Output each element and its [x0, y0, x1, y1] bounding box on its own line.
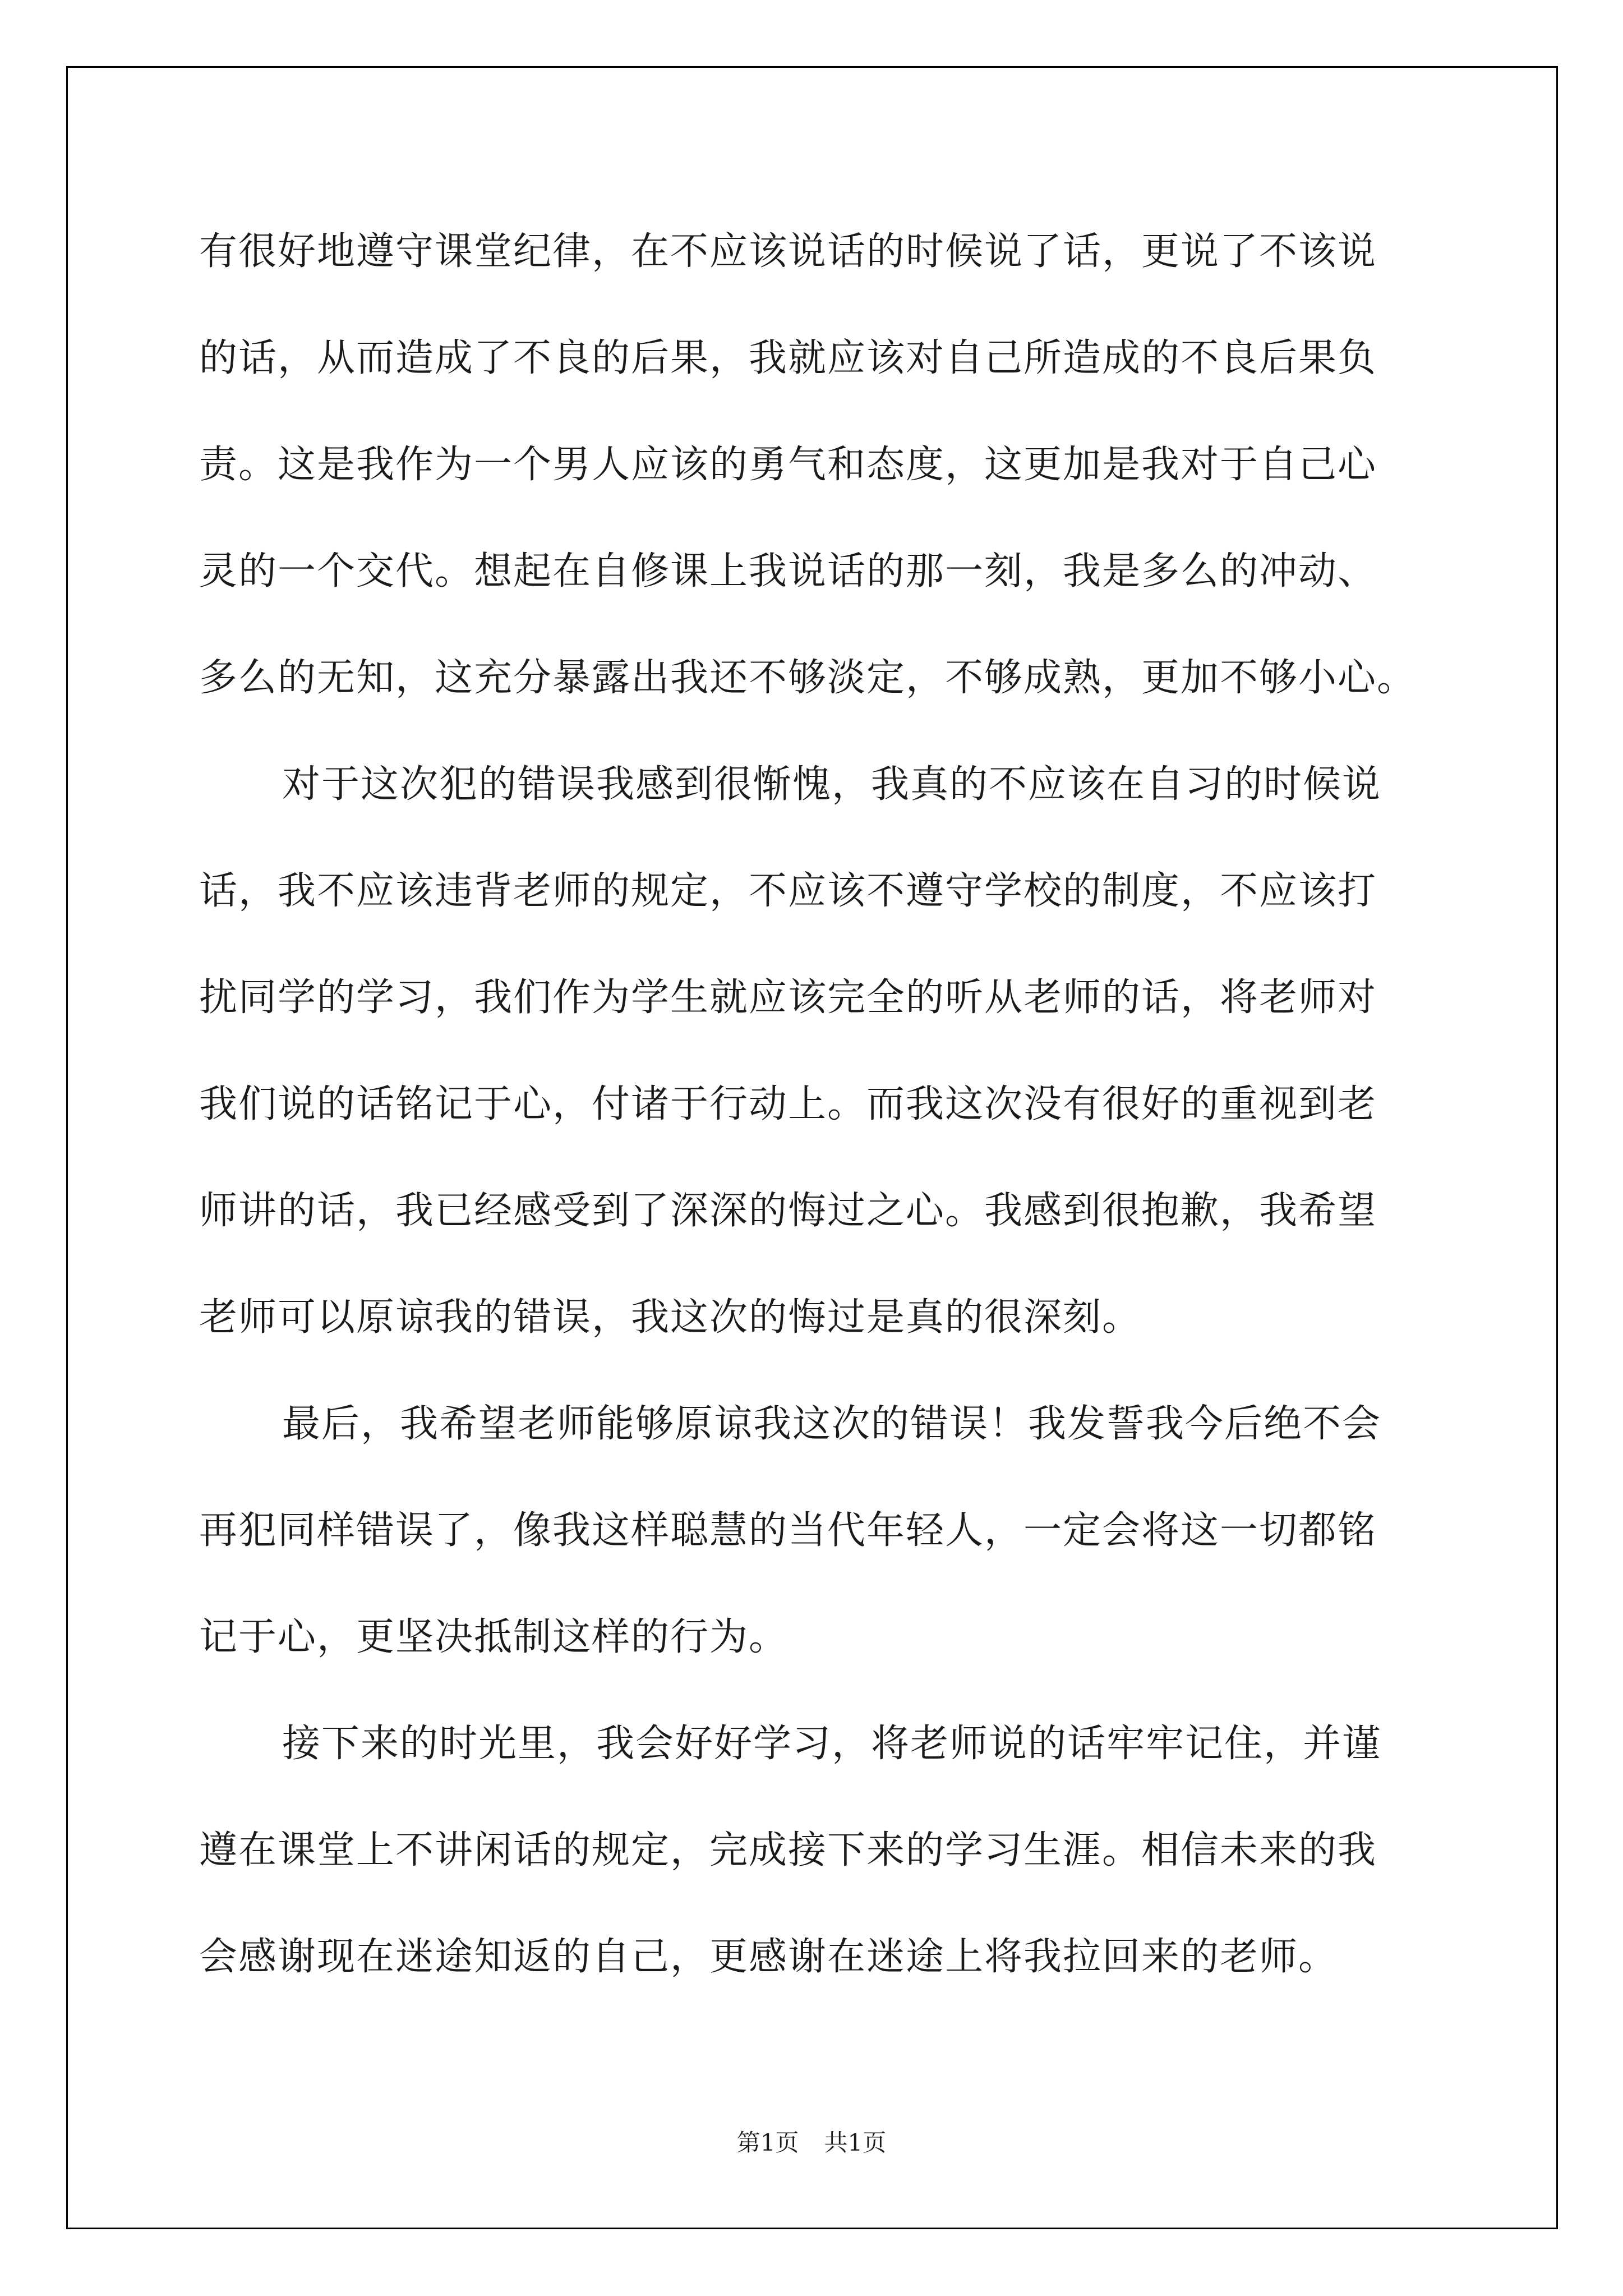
text-line: 遵在课堂上不讲闲话的规定，完成接下来的学习生涯。相信未来的我	[199, 1828, 1377, 1872]
text-line: 再犯同样错误了，像我这样聪慧的当代年轻人，一定会将这一切都铭	[199, 1508, 1377, 1553]
text-line: 会感谢现在迷途知返的自己，更感谢在迷途上将我拉回来的老师。	[199, 1935, 1338, 1979]
paragraph-first-line: 接下来的时光里，我会好好学习，将老师说的话牢牢记住，并谨	[282, 1722, 1382, 1766]
text-line: 我们说的话铭记于心，付诸于行动上。而我这次没有很好的重视到老	[199, 1082, 1377, 1126]
page-total: 共1页	[824, 2129, 887, 2156]
text-line: 话，我不应该违背老师的规定，不应该不遵守学校的制度，不应该打	[199, 869, 1377, 913]
document-body	[199, 222, 1436, 2033]
text-line: 记于心，更坚决抵制这样的行为。	[199, 1615, 789, 1659]
page-footer	[0, 2129, 1623, 2157]
text-line: 灵的一个交代。想起在自修课上我说话的那一刻，我是多么的冲动、	[199, 549, 1377, 593]
paragraph-first-line: 最后，我希望老师能够原谅我这次的错误！我发誓我今后绝不会	[282, 1402, 1382, 1446]
text-line: 老师可以原谅我的错误，我这次的悔过是真的很深刻。	[199, 1295, 1142, 1340]
text-line: 师讲的话，我已经感受到了深深的悔过之心。我感到很抱歉，我希望	[199, 1189, 1377, 1233]
text-line: 的话，从而造成了不良的后果，我就应该对自己所造成的不良后果负	[199, 336, 1377, 380]
text-line: 责。这是我作为一个男人应该的勇气和态度，这更加是我对于自己心	[199, 443, 1377, 487]
text-line: 有很好地遵守课堂纪律，在不应该说话的时候说了话，更说了不该说	[199, 229, 1377, 274]
text-line: 多么的无知，这充分暴露出我还不够淡定，不够成熟，更加不够小心。	[199, 656, 1417, 700]
text-line: 扰同学的学习，我们作为学生就应该完全的听从老师的话，将老师对	[199, 976, 1377, 1020]
page-number: 第1页	[736, 2129, 799, 2156]
paragraph-first-line: 对于这次犯的错误我感到很惭愧，我真的不应该在自习的时候说	[282, 762, 1382, 807]
